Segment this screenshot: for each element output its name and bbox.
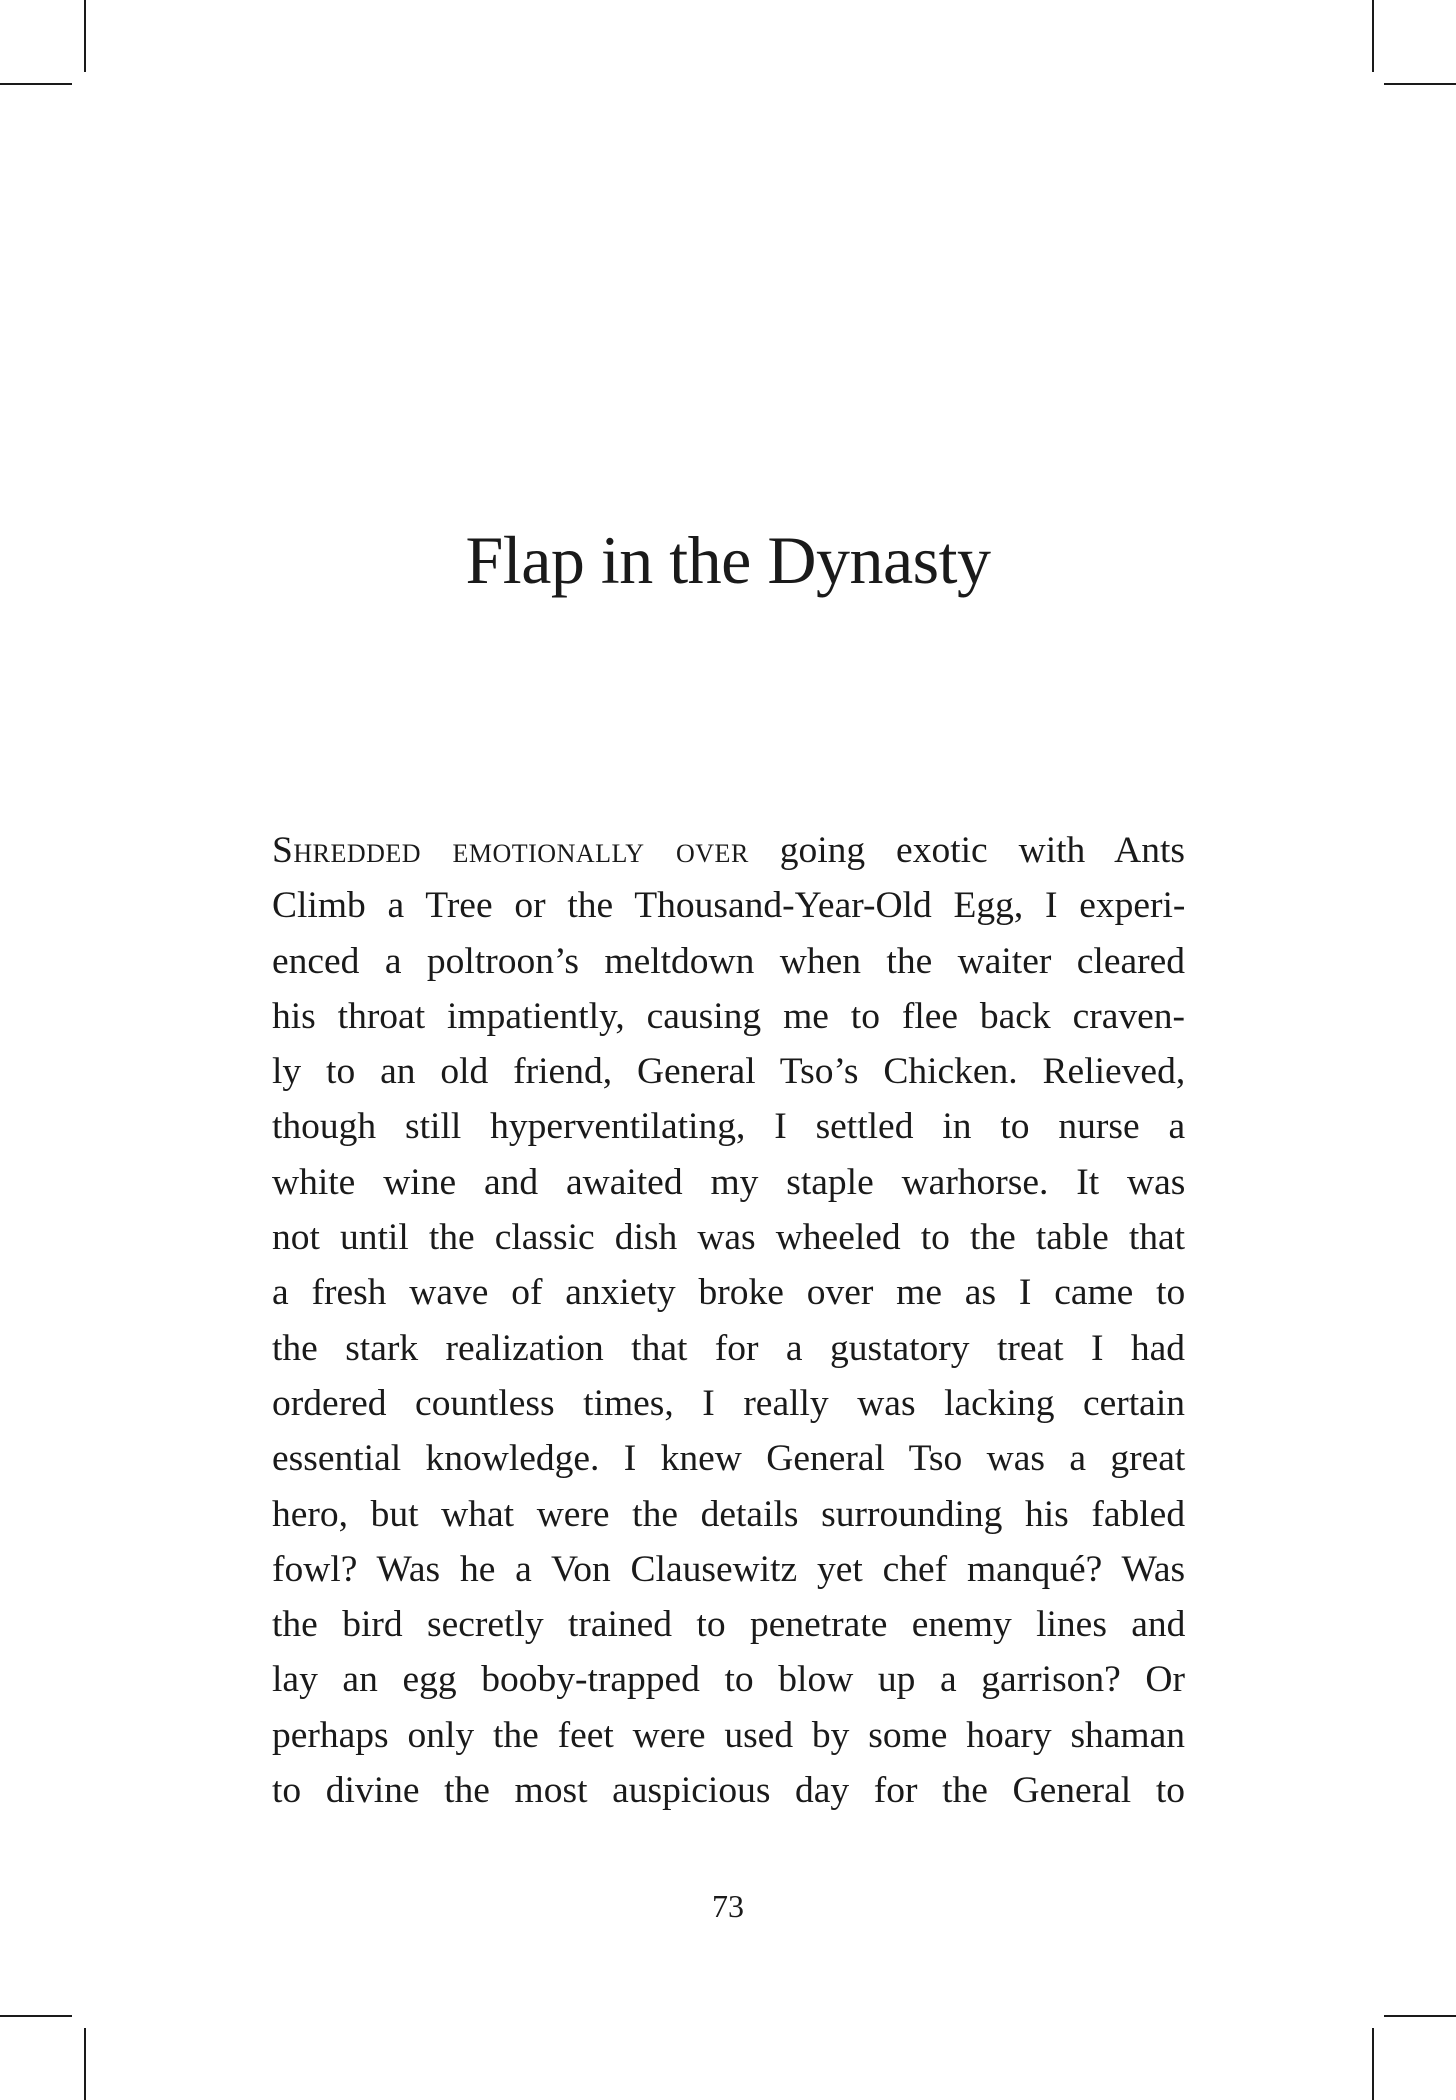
body-line: not until the classic dish was wheeled to the table that [272,1217,1186,1259]
body-line: perhaps only the feet were used by some hoary shaman [272,1714,1185,1756]
crop-mark-top-right-horizontal [1384,83,1456,85]
crop-mark-top-left-horizontal [0,83,72,85]
body-line: to divine the most auspicious day for the General to [272,1770,1185,1812]
body-line [272,823,1185,878]
body-line: though still hyperventilating, I settled in to nurse a [272,1106,1186,1148]
body-line: ly to an old friend, General Tso’s Chicken. Relieved, [272,1051,1186,1093]
body-line: essential knowledge. I knew General Tso was a great [272,1438,1186,1480]
body-line: enced a poltroon’s meltdown when the waiter cleared [272,940,1185,982]
body-line: fowl? Was he a Von Clausewitz yet chef manqué? Was [272,1548,1186,1590]
body-line: ordered countless times, I really was lacking certain [272,1382,1185,1424]
body-line: lay an egg booby-trapped to blow up a garrison? Or [272,1659,1185,1701]
body-line: Climb a Tree or the Thousand-Year-Old Egg, I experi- [272,885,1186,927]
body-line: his throat impatiently, causing me to flee back craven- [272,995,1185,1037]
body-line: a fresh wave of anxiety broke over me as I came to [272,1272,1186,1314]
body-line: the stark realization that for a gustatory treat I had [272,1327,1185,1369]
body-line: the bird secretly trained to penetrate enemy lines and [272,1604,1186,1646]
chapter-title: Flap in the Dynasty [465,522,991,598]
body-line-text: going exotic with Ants [748,830,1185,871]
crop-mark-top-left-vertical [84,0,86,72]
crop-mark-bottom-left-vertical [84,2028,86,2100]
body-line: hero, but what were the details surrounding his fabled [272,1493,1186,1535]
crop-mark-top-right-vertical [1372,0,1374,72]
opening-smallcaps: Shredded emotionally over [272,830,749,871]
page-number: 73 [712,1888,744,1924]
crop-mark-bottom-left-horizontal [0,2015,72,2017]
crop-mark-bottom-right-vertical [1372,2028,1374,2100]
body-line: white wine and awaited my staple warhorse. It was [272,1161,1186,1203]
crop-mark-bottom-right-horizontal [1384,2015,1456,2017]
body-paragraph [272,823,1185,1818]
